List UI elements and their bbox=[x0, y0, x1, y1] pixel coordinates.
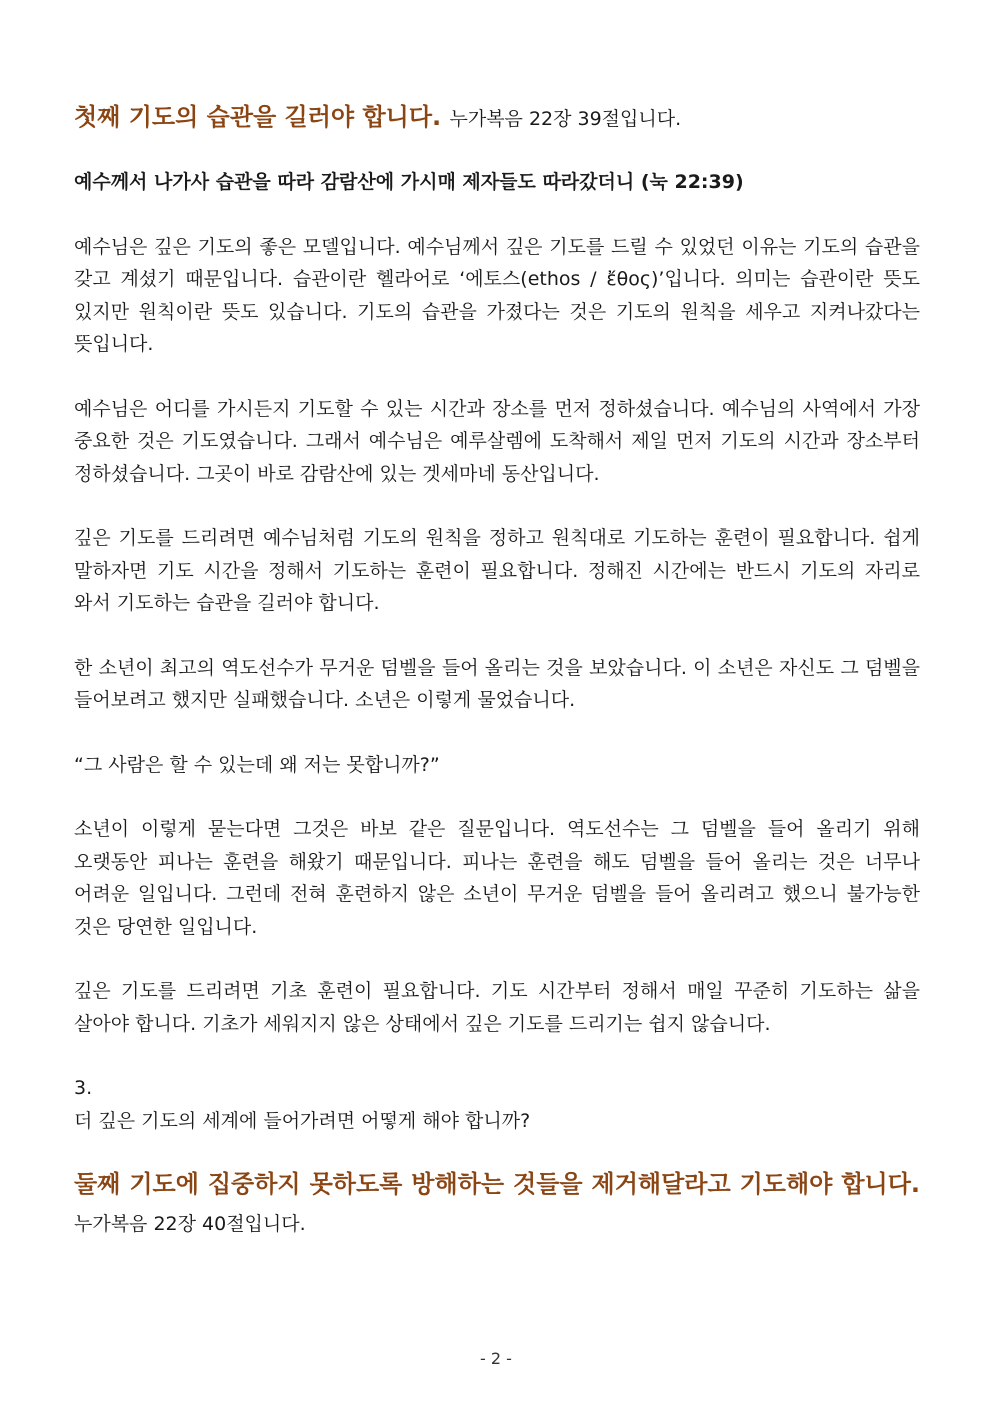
scripture-reference: 누가복음 22장 40절입니다. bbox=[74, 1213, 306, 1235]
page-number: - 2 - bbox=[480, 1349, 512, 1368]
quote: “그 사람은 할 수 있는데 왜 저는 못합니까?” bbox=[74, 753, 440, 776]
paragraph: 소년이 이렇게 묻는다면 그것은 바보 같은 질문입니다. 역도선수는 그 덤벨을 들어 올리기 위해 오랫동안 피나는 훈련을 해왔기 때문입니다. 피나는 훈련을 해도 덤벨을 들어 올리는 것은 너무나 어려운 일입니다. 그런데 전혀 훈련하지 않은 소년이 무거운 덤벨을 들어 올리려고 했으니 불가능한 것은 당연한 일입니다. bbox=[74, 818, 920, 938]
question: 더 깊은 기도의 세계에 들어가려면 어떻게 해야 합니까? bbox=[74, 1109, 531, 1132]
heading-text: 둘째 기도에 집중하지 못하도록 방해하는 것들을 제거해달라고 기도해야 합니다. bbox=[74, 1170, 920, 1198]
scripture-reference: 누가복음 22장 39절입니다. bbox=[449, 108, 682, 130]
paragraph: 한 소년이 최고의 역도선수가 무거운 덤벨을 들어 올리는 것을 보았습니다. 이 소년은 자신도 그 덤벨을 들어보려고 했지만 실패했습니다. 소년은 이렇게 물었습니다. bbox=[74, 656, 920, 711]
list-number: 3. bbox=[74, 1077, 93, 1099]
paragraph: 깊은 기도를 드리려면 예수님처럼 기도의 원칙을 정하고 원칙대로 기도하는 훈련이 필요합니다. 쉽게 말하자면 기도 시간을 정해서 기도하는 훈련이 필요합니다. 정해진 시간에는 반드시 기도의 자리로 와서 기도하는 습관을 길러야 합니다. bbox=[74, 527, 920, 614]
paragraph: 예수님은 어디를 가시든지 기도할 수 있는 시간과 장소를 먼저 정하셨습니다. 예수님의 사역에서 가장 중요한 것은 기도였습니다. 그래서 예수님은 예루살렘에 도착해서 제일 먼저 기도의 시간과 장소부터 정하셨습니다. 그곳이 바로 감람산에 있는 겟세마네 동산입니다. bbox=[74, 397, 920, 485]
section-heading-2 bbox=[74, 1165, 920, 1243]
paragraph: 예수님은 깊은 기도의 좋은 모델입니다. 예수님께서 깊은 기도를 드릴 수 있었던 이유는 기도의 습관을 갖고 계셨기 때문입니다. 습관이란 헬라어로 ‘에토스(ethos / ἔθος)’입니다. 의미는 습관이란 뜻도 있지만 원칙이란 뜻도 있습니다. 기도의 습관을 가졌다는 것은 기도의 원칙을 세우고 지켜나갔다는 뜻입니다. bbox=[74, 235, 920, 355]
paragraph: 깊은 기도를 드리려면 기초 훈련이 필요합니다. 기도 시간부터 정해서 매일 꾸준히 기도하는 삶을 살아야 합니다. 기초가 세워지지 않은 상태에서 깊은 기도를 드리기는 쉽지 않습니다. bbox=[74, 980, 920, 1035]
document-page bbox=[74, 98, 920, 1243]
scripture-verse: 예수께서 나가사 습관을 따라 감람산에 가시매 제자들도 따라갔더니 (눅 22:39) bbox=[74, 171, 744, 193]
heading-text: 첫째 기도의 습관을 길러야 합니다. bbox=[74, 103, 442, 131]
section-heading-1 bbox=[74, 98, 920, 138]
